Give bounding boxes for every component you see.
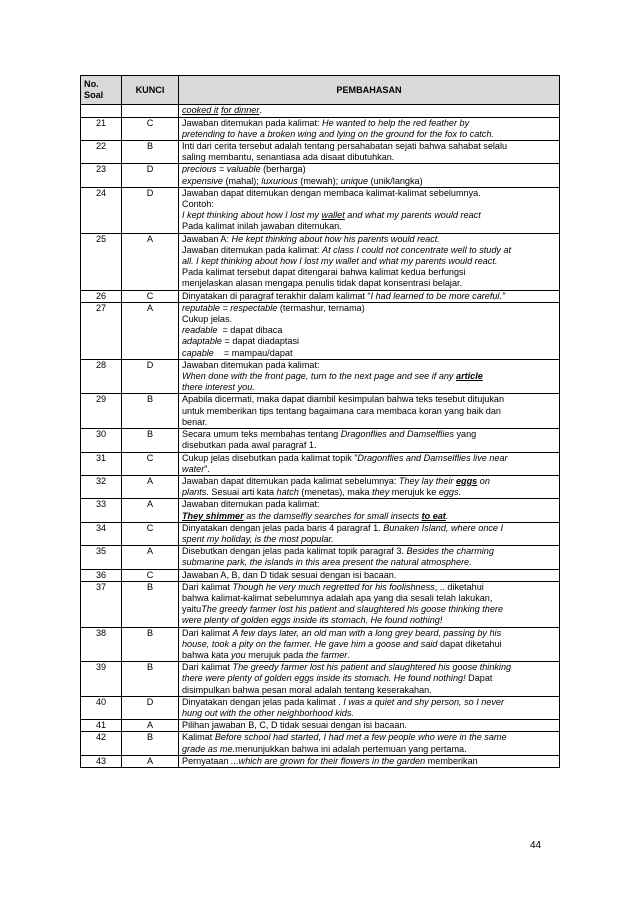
page-number: 44 [530, 840, 542, 851]
explanation-line: disimpulkan bahwa pesan moral adalah tentang keserakahan. [182, 684, 432, 695]
question-number: 41 [81, 720, 122, 732]
question-number: 42 [81, 732, 122, 755]
table-row [81, 187, 560, 233]
explanation-line: capable = mampau/dapat [182, 347, 293, 358]
explanation [179, 302, 560, 359]
explanation-line: Dari kalimat A few days later, an old man with a long grey beard, passing by his [182, 627, 502, 638]
answer-key: A [122, 475, 179, 498]
explanation-line: Jawaban dapat ditemukan pada kalimat sebelumnya: They lay their eggs on [182, 475, 490, 486]
explanation-line: reputable = respectable (termashur, ternama) [182, 302, 365, 313]
answer-key: C [122, 522, 179, 545]
table-row [81, 117, 560, 140]
answer-key: B [122, 141, 179, 164]
explanation [179, 522, 560, 545]
answer-key: A [122, 546, 179, 569]
answer-key: B [122, 662, 179, 697]
question-number: 31 [81, 452, 122, 475]
question-number: 34 [81, 522, 122, 545]
explanation [179, 105, 560, 117]
explanation-line: Jawaban ditemukan pada kalimat: [182, 499, 320, 510]
answer-key: A [122, 302, 179, 359]
answer-key: B [122, 394, 179, 429]
explanation-line: Cukup jelas disebutkan pada kalimat topik ”Dragonflies and Damselflies live near [182, 452, 508, 463]
explanation-line: They shimmer as the damselfly searches for small insects to eat. [182, 510, 449, 521]
table-row [81, 394, 560, 429]
explanation-line: readable = dapat dibaca [182, 325, 283, 336]
question-number: 28 [81, 359, 122, 394]
explanation-line: When done with the front page, turn to the next page and see if any article [182, 371, 483, 382]
question-number: 24 [81, 187, 122, 233]
table-row [81, 732, 560, 755]
table-row [81, 105, 560, 117]
table-row [81, 290, 560, 302]
question-number: 29 [81, 394, 122, 429]
answer-rows [81, 105, 560, 768]
table-row [81, 233, 560, 290]
table-row [81, 755, 560, 767]
answer-key: C [122, 117, 179, 140]
explanation [179, 720, 560, 732]
explanation-line: I kept thinking about how I lost my wallet and what my parents would react [182, 210, 481, 221]
question-number: 21 [81, 117, 122, 140]
explanation-line: menjelaskan alasan mengapa penulis tidak dapat konsentrasi belajar. [182, 278, 463, 289]
explanation-line: there were plenty of golden eggs inside its stomach. He found nothing! Dapat [182, 673, 493, 684]
question-number: 43 [81, 755, 122, 767]
question-number: 27 [81, 302, 122, 359]
explanation-line: Kalimat Before school had started, I had met a few people who were in the same [182, 732, 507, 743]
answer-key [122, 105, 179, 117]
explanation-line: Dinyatakan dengan jelas pada baris 4 paragraf 1. Bunaken Island, where once I [182, 522, 504, 533]
table-row [81, 359, 560, 394]
explanation [179, 290, 560, 302]
explanation-line: Jawaban dapat ditemukan dengan membaca kalimat-kalimat sebelumnya. [182, 187, 481, 198]
explanation-line: bahwa kalimat-kalimat sebelumnya adalah apa yang dia sesali telah lakukan, [182, 592, 493, 603]
question-number: 30 [81, 429, 122, 452]
question-number: 25 [81, 233, 122, 290]
explanation [179, 732, 560, 755]
explanation-line: Inti dari cerita tersebut adalah tentang persahabatan sejati bahwa sahabat selalu [182, 141, 508, 152]
explanation-line: Dari kalimat The greedy farmer lost his patient and slaughtered his goose thinking [182, 662, 512, 673]
header-kunci: KUNCI [122, 76, 179, 105]
explanation-line: pretending to have a broken wing and lying on the ground for the fox to catch. [182, 128, 494, 139]
answer-key: A [122, 755, 179, 767]
explanation [179, 569, 560, 581]
explanation [179, 164, 560, 187]
explanation-line: saling membantu, senantiasa ada disaat dibutuhkan. [182, 152, 395, 163]
explanation [179, 187, 560, 233]
table-row [81, 581, 560, 627]
explanation-line: grade as me.menunjukkan bahwa ini adalah pertemuan yang pertama. [182, 743, 467, 754]
explanation [179, 359, 560, 394]
explanation [179, 546, 560, 569]
answer-key: B [122, 627, 179, 662]
table-row [81, 302, 560, 359]
explanation-line: untuk memberikan tips tentang bagaimana cara membaca koran yang baik dan [182, 405, 501, 416]
explanation [179, 475, 560, 498]
explanation-line: Pernyataan ...which are grown for their flowers in the garden memberikan [182, 755, 478, 766]
explanation-line: cooked it for dinner. [182, 105, 262, 116]
question-number: 38 [81, 627, 122, 662]
answer-key: D [122, 359, 179, 394]
answer-key: A [122, 720, 179, 732]
explanation-line: Cukup jelas. [182, 314, 233, 325]
table-row [81, 720, 560, 732]
explanation-line: expensive (mahal); luxurious (mewah); unique (unik/langka) [182, 175, 423, 186]
table-row [81, 499, 560, 522]
answer-key: C [122, 452, 179, 475]
explanation-line: water”. [182, 463, 210, 474]
explanation-line: Pada kalimat inilah jawaban ditemukan. [182, 221, 342, 232]
answer-key: B [122, 732, 179, 755]
explanation-line: house, took a pity on the farmer. He gave him a goose and said dapat diketahui [182, 638, 502, 649]
answer-key-table [80, 75, 560, 768]
explanation-line: there interest you. [182, 382, 255, 393]
table-row [81, 569, 560, 581]
question-number: 33 [81, 499, 122, 522]
table-row [81, 662, 560, 697]
answer-key: A [122, 499, 179, 522]
table-row [81, 475, 560, 498]
explanation-line: Disebutkan dengan jelas pada kalimat topik paragraf 3. Besides the charming [182, 546, 494, 557]
header-pembahasan: PEMBAHASAN [179, 76, 560, 105]
explanation-line: Jawaban A: He kept thinking about how his parents would react. [182, 233, 440, 244]
question-number: 22 [81, 141, 122, 164]
explanation [179, 452, 560, 475]
explanation-line: Pada kalimat tersebut dapat ditengarai bahwa kalimat kedua berfungsi [182, 267, 466, 278]
table-row [81, 696, 560, 719]
explanation-line: disebutkan pada awal paragraf 1. [182, 440, 317, 451]
header-no-soal: No. Soal [81, 76, 122, 105]
explanation-line: benar. [182, 416, 208, 427]
explanation-line: spent my holiday, is the most popular. [182, 533, 334, 544]
explanation-line: submarine park, the islands in this area present the natural atmosphere. [182, 557, 472, 568]
table-row [81, 452, 560, 475]
explanation-line: Jawaban ditemukan pada kalimat: At class I could not concentrate well to study at [182, 244, 512, 255]
answer-key: D [122, 187, 179, 233]
table-row [81, 546, 560, 569]
explanation [179, 581, 560, 627]
table-row [81, 522, 560, 545]
explanation [179, 499, 560, 522]
explanation-line: Jawaban ditemukan pada kalimat: [182, 359, 320, 370]
explanation [179, 627, 560, 662]
explanation-line: Jawaban A, B, dan D tidak sesuai dengan isi bacaan. [182, 569, 397, 580]
explanation-line: Dinyatakan di paragraf terakhir dalam kalimat “I had learned to be more careful.” [182, 290, 505, 301]
explanation [179, 117, 560, 140]
explanation-line: precious = valuable (berharga) [182, 164, 306, 175]
table-row [81, 429, 560, 452]
answer-key: C [122, 569, 179, 581]
question-number: 40 [81, 696, 122, 719]
question-number: 37 [81, 581, 122, 627]
table-header-row [81, 76, 560, 105]
table-row [81, 141, 560, 164]
table-row [81, 627, 560, 662]
explanation-line: Pilihan jawaban B, C, D tidak sesuai dengan isi bacaan. [182, 720, 407, 731]
answer-key: D [122, 696, 179, 719]
question-number: 26 [81, 290, 122, 302]
answer-key: A [122, 233, 179, 290]
explanation-line: all. I kept thinking about how I lost my wallet and what my parents would react. [182, 256, 498, 267]
explanation [179, 755, 560, 767]
explanation-line: hung out with the other neighborhood kids. [182, 707, 354, 718]
explanation-line: Secara umum teks membahas tentang Dragonflies and Damselflies yang [182, 429, 477, 440]
explanation [179, 394, 560, 429]
answer-key: D [122, 164, 179, 187]
explanation-line: Jawaban ditemukan pada kalimat: He wanted to help the red feather by [182, 117, 470, 128]
answer-key: B [122, 429, 179, 452]
question-number: 39 [81, 662, 122, 697]
explanation-line: were plenty of golden eggs inside its stomach. He found nothing! [182, 615, 443, 626]
explanation-line: bahwa kata you merujuk pada the farmer. [182, 649, 350, 660]
explanation-line: Contoh: [182, 199, 214, 210]
explanation-line: adaptable = dapat diadaptasi [182, 336, 300, 347]
explanation-line: Apabila dicermati, maka dapat diambil kesimpulan bahwa teks tesebut ditujukan [182, 394, 504, 405]
explanation [179, 662, 560, 697]
question-number: 35 [81, 546, 122, 569]
table-row [81, 164, 560, 187]
explanation [179, 429, 560, 452]
question-number: 23 [81, 164, 122, 187]
explanation-line: plants. Sesuai arti kata hatch (menetas), maka they merujuk ke eggs. [182, 487, 462, 498]
question-number: 32 [81, 475, 122, 498]
question-number [81, 105, 122, 117]
explanation-line: Dari kalimat Though he very much regretted for his foolishness, .. diketahui [182, 581, 484, 592]
explanation [179, 141, 560, 164]
answer-key: C [122, 290, 179, 302]
explanation-line: yaituThe greedy farmer lost his patient and slaughtered his goose thinking there [182, 604, 504, 615]
explanation [179, 696, 560, 719]
answer-key: B [122, 581, 179, 627]
question-number: 36 [81, 569, 122, 581]
explanation-line: Dinyatakan dengan jelas pada kalimat . I was a quiet and shy person, so I never [182, 696, 505, 707]
explanation [179, 233, 560, 290]
